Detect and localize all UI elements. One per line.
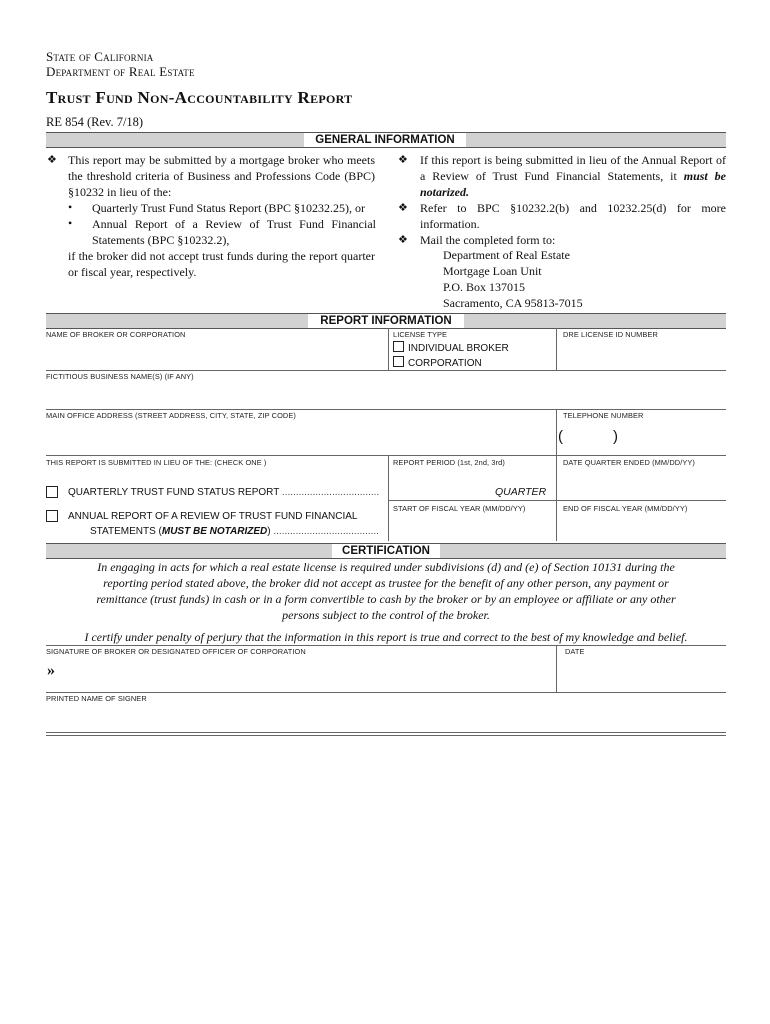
right-bullet-1-text: If this report is being submitted in lieu of the Annual Report of a Review of Trust Fund Financial Statements, it [420, 153, 726, 183]
divider [46, 409, 726, 410]
divider [46, 645, 726, 646]
general-information-heading: GENERAL INFORMATION [304, 133, 466, 147]
divider [388, 455, 389, 541]
telephone-close-paren: ) [613, 428, 618, 445]
end-fiscal-year-label: END OF FISCAL YEAR (MM/DD/YY) [563, 504, 688, 513]
must-be-notarized-emphasis: MUST BE NOTARIZED [161, 526, 268, 537]
certification-bar [46, 543, 726, 559]
divider [556, 409, 557, 455]
form-title: Trust Fund Non-Accountability Report [46, 88, 353, 107]
quarterly-report-label: QUARTERLY TRUST FUND STATUS REPORT [68, 487, 280, 498]
divider [46, 455, 726, 456]
perjury-certification: I certify under penalty of perjury that the information in this report is true and correct to the best of my knowledge and belief. [84, 630, 688, 644]
divider [388, 500, 726, 501]
annual-report-text-close: ) [267, 526, 271, 537]
start-fiscal-year-field[interactable] [392, 514, 552, 538]
divider [556, 645, 557, 692]
date-label: DATE [565, 647, 585, 656]
annual-report-option-line-2 [90, 526, 379, 537]
in-lieu-label: THIS REPORT IS SUBMITTED IN LIEU OF THE: (CHECK ONE ) [46, 458, 267, 467]
fictitious-name-field[interactable] [46, 382, 726, 408]
telephone-label: TELEPHONE NUMBER [563, 411, 644, 420]
leader-dots: ...................................... [270, 526, 379, 537]
fictitious-name-label: FICTITIOUS BUSINESS NAME(S) (IF ANY) [46, 372, 194, 381]
certification-statement [46, 559, 726, 623]
annual-report-text: STATEMENTS ( [90, 526, 162, 537]
broker-name-label: NAME OF BROKER OR CORPORATION [46, 330, 186, 339]
corporation-checkbox[interactable] [393, 356, 404, 367]
signature-arrow-icon: » [47, 662, 55, 679]
department-text: Department of Real Estate [46, 64, 195, 79]
signature-label: SIGNATURE OF BROKER OR DESIGNATED OFFICER OF CORPORATION [46, 647, 306, 656]
mailing-address-line-1: Department of Real Estate [443, 248, 570, 262]
dot-bullet-icon: • [68, 216, 73, 230]
report-information-heading: REPORT INFORMATION [308, 314, 464, 328]
diamond-bullet-icon: ❖ [47, 154, 57, 166]
must-be-notarized-emphasis: must be notarized. [420, 169, 726, 199]
dre-license-label: DRE LICENSE ID NUMBER [563, 330, 658, 339]
general-information-bar [46, 132, 726, 148]
certification-line-3: remittance (trust funds) in cash or in a form convertible to cash by the broker or by an employee or affiliate or any other [96, 592, 676, 606]
printed-name-label: PRINTED NAME OF SIGNER [46, 694, 147, 703]
quarterly-report-checkbox[interactable] [46, 486, 58, 498]
license-type-label: LICENSE TYPE [393, 330, 448, 339]
annual-report-option-line-1: ANNUAL REPORT OF A REVIEW OF TRUST FUND FINANCIAL [68, 511, 358, 522]
certification-heading: CERTIFICATION [332, 544, 440, 558]
divider [46, 732, 726, 733]
broker-name-field[interactable] [46, 340, 386, 368]
left-sub-1: Quarterly Trust Fund Status Report (BPC §10232.25), or [92, 201, 366, 215]
individual-broker-checkbox[interactable] [393, 341, 404, 352]
department-heading [46, 64, 195, 80]
annual-report-checkbox[interactable] [46, 510, 58, 522]
mailing-address-line-2: Mortgage Loan Unit [443, 264, 542, 278]
dot-bullet-icon: • [68, 200, 73, 214]
main-office-address-field[interactable] [46, 421, 551, 453]
report-information-bar [46, 313, 726, 329]
signature-field[interactable] [64, 660, 550, 690]
dre-license-field[interactable] [562, 340, 724, 368]
mailing-address-line-3: P.O. Box 137015 [443, 280, 526, 294]
form-number: RE 854 (Rev. 7/18) [46, 115, 144, 129]
quarter-word: QUARTER [495, 486, 547, 498]
telephone-open-paren: ( [558, 428, 563, 445]
divider [556, 455, 557, 541]
certification-line-4: persons subject to the control of the broker. [282, 608, 490, 622]
date-quarter-ended-field[interactable] [562, 470, 724, 496]
date-quarter-ended-label: DATE QUARTER ENDED (MM/DD/YY) [563, 458, 695, 467]
certification-line-2: reporting period stated above, the broker did not accept as trustee for the benefit of any other person, any payment or [103, 576, 669, 590]
end-fiscal-year-field[interactable] [562, 514, 724, 538]
right-bullet-3: Mail the completed form to: [420, 233, 556, 247]
divider [388, 328, 389, 370]
leader-dots: ................................... [279, 487, 380, 498]
telephone-number-field[interactable] [624, 428, 724, 446]
date-field[interactable] [562, 660, 724, 690]
start-fiscal-year-label: START OF FISCAL YEAR (MM/DD/YY) [393, 504, 526, 513]
individual-broker-label: INDIVIDUAL BROKER [408, 343, 509, 354]
left-tail: if the broker did not accept trust funds during the report quarter or fiscal year, respectively. [68, 249, 375, 279]
mailing-address-line-4: Sacramento, CA 95813-7015 [443, 296, 583, 310]
quarterly-report-option [68, 487, 379, 498]
divider [556, 328, 557, 370]
left-bullet-1: This report may be submitted by a mortgage broker who meets the threshold criteria of Business and Professions Code (BPC) §10232 in lieu of the: [68, 153, 375, 199]
diamond-bullet-icon: ❖ [398, 154, 408, 166]
main-office-address-label: MAIN OFFICE ADDRESS (STREET ADDRESS, CITY, STATE, ZIP CODE) [46, 411, 296, 420]
state-heading [46, 49, 153, 65]
certification-line-1: In engaging in acts for which a real estate license is required under subdivisions (d) and (e) of Section 10131 during the [97, 560, 675, 574]
divider [46, 692, 726, 693]
report-period-label: REPORT PERIOD (1st, 2nd, 3rd) [393, 458, 505, 467]
diamond-bullet-icon: ❖ [398, 202, 408, 214]
right-bullet-1 [420, 152, 726, 200]
divider [46, 370, 726, 371]
corporation-label: CORPORATION [408, 358, 482, 369]
right-bullet-2: Refer to BPC §10232.2(b) and 10232.25(d) for more information. [420, 201, 726, 231]
diamond-bullet-icon: ❖ [398, 234, 408, 246]
state-text: State of California [46, 49, 154, 64]
divider [46, 735, 726, 736]
telephone-area-code-field[interactable] [570, 428, 610, 446]
left-sub-2: Annual Report of a Review of Trust Fund Financial Statements (BPC §10232.2), [92, 217, 376, 247]
report-period-field[interactable] [392, 470, 492, 496]
printed-name-field[interactable] [46, 704, 726, 730]
